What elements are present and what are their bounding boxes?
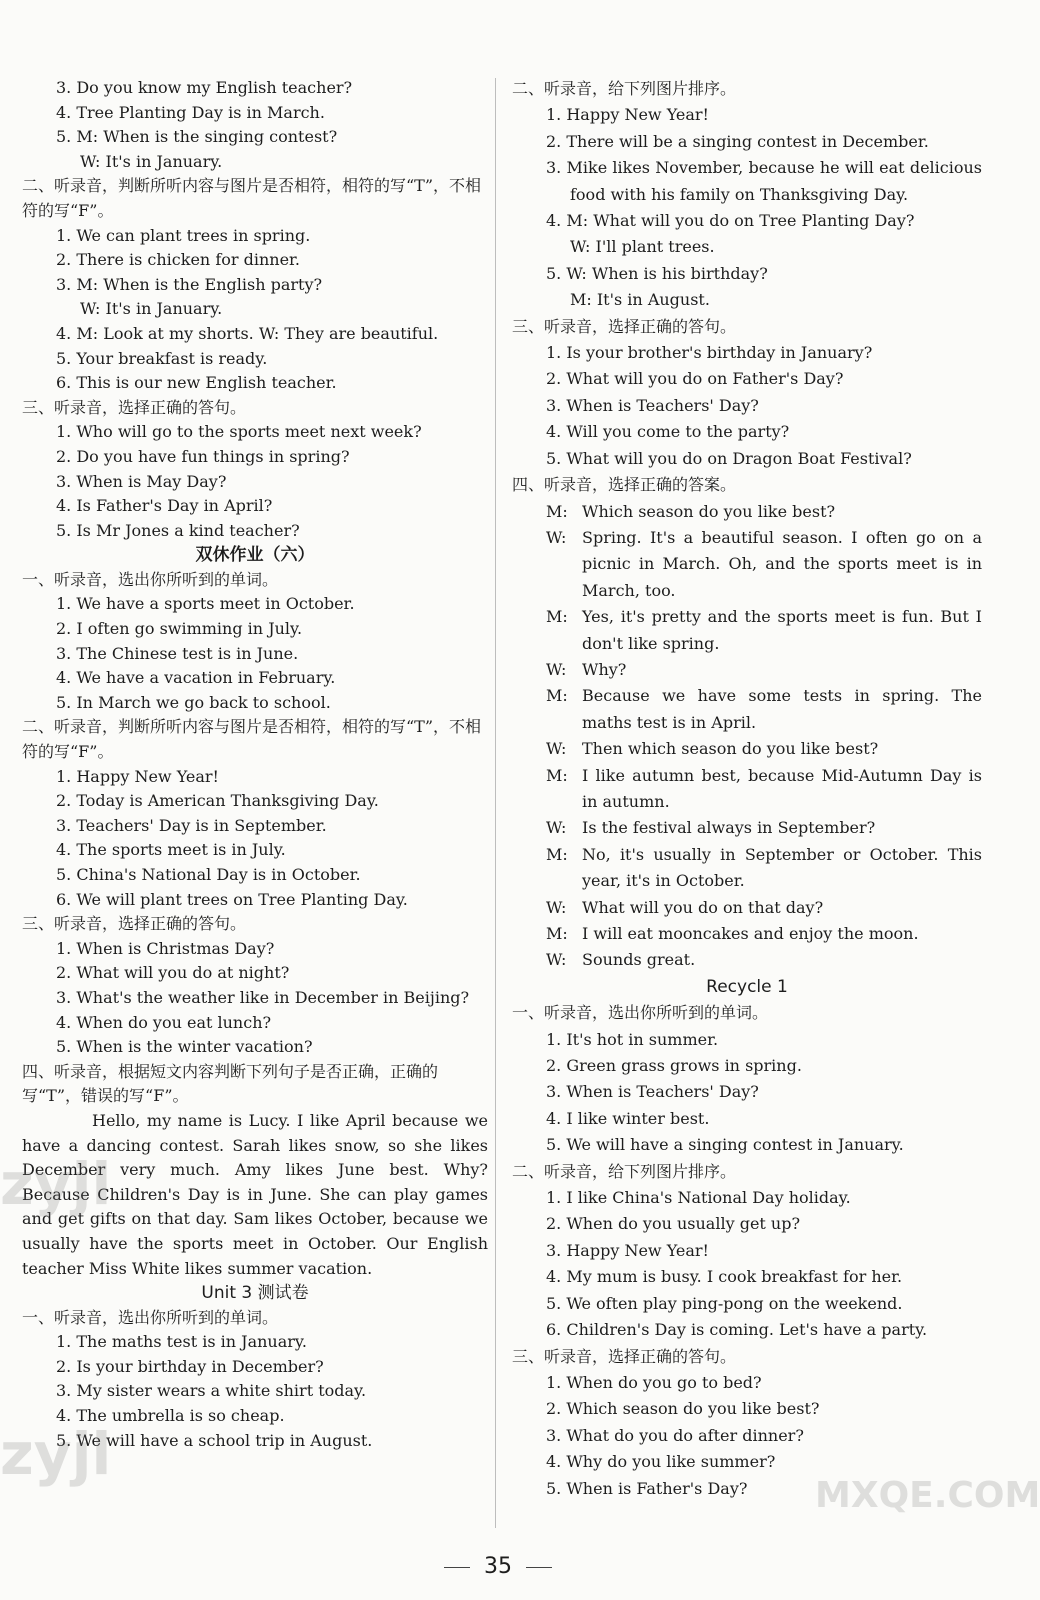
section-heading: 三、听录音，选择正确的答句。 xyxy=(512,316,737,336)
section-title: 双休作业（六） xyxy=(195,545,315,566)
section-heading: 一、听录音，选出你所听到的单词。 xyxy=(22,569,279,589)
question-item: 6. Children's Day is coming. Let's have a party. xyxy=(546,1320,928,1340)
dialogue-line xyxy=(512,763,982,816)
dialogue-text: Because we have some tests in spring. The maths test is in April. xyxy=(582,686,982,732)
question-item: 1. I like China's National Day holiday. xyxy=(546,1188,851,1208)
dialogue-line xyxy=(512,895,982,921)
watermark-right: MXQE.COM xyxy=(815,1475,1040,1516)
question-item: 4. M: What will you do on Tree Planting Day? xyxy=(546,211,915,231)
question-item: 4. We have a vacation in February. xyxy=(56,668,336,688)
question-item: 2. I often go swimming in July. xyxy=(56,619,303,639)
speaker-label: M: xyxy=(546,924,568,943)
section-title: Unit 3 测试卷 xyxy=(201,1283,309,1304)
question-item: 1. When do you go to bed? xyxy=(546,1372,762,1392)
section-heading: 二、听录音，判断所听内容与图片是否相符，相符的写“T”，不相符的写“F”。 xyxy=(22,176,482,220)
question-item: 2. Which season do you like best? xyxy=(546,1399,820,1419)
question-item: 5. What will you do on Dragon Boat Festival? xyxy=(546,448,912,468)
dialogue-line xyxy=(512,657,982,683)
question-item: 5. When is the winter vacation? xyxy=(56,1037,313,1057)
question-item: 1. We can plant trees in spring. xyxy=(56,225,311,245)
question-item: 3. M: When is the English party? xyxy=(56,274,323,294)
question-item: 2. Green grass grows in spring. xyxy=(546,1056,802,1076)
section-heading: 四、听录音，选择正确的答案。 xyxy=(512,475,737,495)
question-item: 2. Do you have fun things in spring? xyxy=(56,446,350,466)
question-item: 1. Who will go to the sports meet next week? xyxy=(56,422,422,442)
speaker-label: M: xyxy=(546,686,568,706)
question-item: 3. What's the weather like in December in Beijing? xyxy=(56,987,470,1007)
question-item: 4. When do you eat lunch? xyxy=(56,1012,272,1032)
question-item: 2. There will be a singing contest in December. xyxy=(546,131,929,151)
column-divider xyxy=(495,78,496,1528)
dialogue-line xyxy=(512,499,982,525)
question-item: 4. Tree Planting Day is in March. xyxy=(56,102,325,122)
question-item: 4. The umbrella is so cheap. xyxy=(56,1406,285,1426)
question-item: 6. This is our new English teacher. xyxy=(56,373,337,393)
question-item: 5. M: When is the singing contest? xyxy=(56,127,338,147)
question-item: 2. What will you do on Father's Day? xyxy=(546,369,844,389)
section-heading: 二、听录音，给下列图片排序。 xyxy=(512,1161,737,1181)
speaker-label: M: xyxy=(546,607,568,627)
question-item: 3. When is May Day? xyxy=(56,471,227,491)
speaker-label: W: xyxy=(546,659,567,679)
question-item: 3. When is Teachers' Day? xyxy=(546,395,759,415)
speaker-label: M: xyxy=(546,765,568,785)
question-item: 2. Today is American Thanksgiving Day. xyxy=(56,791,379,811)
question-item: 2. When do you usually get up? xyxy=(546,1214,801,1234)
dialogue-line xyxy=(512,525,982,604)
dialogue-text: Is the festival always in September? xyxy=(582,818,876,838)
question-item: 1. It's hot in summer. xyxy=(546,1029,719,1049)
question-item: 5. We will have a singing contest in January. xyxy=(546,1135,904,1155)
dialogue-text: Spring. It's a beautiful season. I often go on a picnic in March. Oh, and the sports meet is in March, too. xyxy=(582,527,982,600)
question-item: 3. Mike likes November, because he will eat delicious food with his family on Thanksgiving Day. xyxy=(546,158,982,204)
section-heading: 三、听录音，选择正确的答句。 xyxy=(22,397,247,417)
question-item: 5. When is Father's Day? xyxy=(546,1478,748,1498)
question-item: 5. W: When is his birthday? xyxy=(546,263,768,283)
passage-paragraph: Hello, my name is Lucy. I like April because we have a dancing contest. Sarah likes snow, so she likes December very much. Amy likes June best. Why? Because Children's Day is in June. She can play games and get gifts on that day. Sam likes October, because we usually have the sports meet in October. Our English teacher Miss White likes summer vacation. xyxy=(22,1110,488,1278)
speaker-label: W: xyxy=(546,950,567,970)
section-title: Recycle 1 xyxy=(706,976,788,997)
watermark-left-bottom: zyjl xyxy=(0,1420,112,1488)
question-item: 3. My sister wears a white shirt today. xyxy=(56,1381,367,1401)
dialogue-line xyxy=(512,736,982,762)
question-item: 4. Why do you like summer? xyxy=(546,1452,776,1472)
left-column xyxy=(22,76,488,1453)
question-item: 5. We will have a school trip in August. xyxy=(56,1430,373,1450)
page-number xyxy=(0,1554,996,1579)
question-item: 4. Is Father's Day in April? xyxy=(56,496,273,516)
answer-line: W: It's in January. xyxy=(80,151,223,171)
section-heading: 三、听录音，选择正确的答句。 xyxy=(512,1346,737,1366)
dialogue-line xyxy=(512,683,982,736)
answer-line: W: I'll plant trees. xyxy=(570,237,715,257)
question-item: 5. Your breakfast is ready. xyxy=(56,348,268,368)
question-item: 5. Is Mr Jones a kind teacher? xyxy=(56,520,300,540)
question-item: 3. Happy New Year! xyxy=(546,1240,709,1260)
question-item: 2. What will you do at night? xyxy=(56,963,290,983)
speaker-label: M: xyxy=(546,844,568,864)
question-item: 2. There is chicken for dinner. xyxy=(56,250,301,270)
dialogue-line xyxy=(512,815,982,841)
dialogue-text: Which season do you like best? xyxy=(582,501,836,521)
question-item: 4. M: Look at my shorts. W: They are beautiful. xyxy=(56,323,439,343)
section-heading: 四、听录音，根据短文内容判断下列句子是否正确，正确的写“T”，错误的写“F”。 xyxy=(22,1061,439,1106)
dialogue-text: Sounds great. xyxy=(582,950,696,970)
question-item: 5. China's National Day is in October. xyxy=(56,865,361,884)
dialogue-line xyxy=(512,604,982,657)
speaker-label: M: xyxy=(546,501,568,521)
answer-line: W: It's in January. xyxy=(80,299,223,319)
speaker-label: W: xyxy=(546,527,567,547)
dialogue-line xyxy=(512,921,982,947)
question-item: 5. We often play ping-pong on the weekend. xyxy=(546,1293,903,1313)
dialogue-text: No, it's usually in September or October. This year, it's in October. xyxy=(582,844,982,891)
dialogue-line xyxy=(512,947,982,973)
question-item: 3. Do you know my English teacher? xyxy=(56,78,353,97)
speaker-label: W: xyxy=(546,897,567,917)
dialogue-text: I like autumn best, because Mid-Autumn Day is in autumn. xyxy=(582,765,982,811)
dialogue-line xyxy=(512,842,982,895)
question-item: 1. When is Christmas Day? xyxy=(56,938,275,958)
section-heading: 二、听录音，判断所听内容与图片是否相符，相符的写“T”，不相符的写“F”。 xyxy=(22,717,482,762)
answer-line: M: It's in August. xyxy=(570,290,710,310)
question-item: 4. My mum is busy. I cook breakfast for her. xyxy=(546,1267,903,1287)
question-item: 1. Is your brother's birthday in January? xyxy=(546,343,873,363)
speaker-label: W: xyxy=(546,739,567,759)
dialogue-text: What will you do on that day? xyxy=(582,897,824,917)
section-heading: 三、听录音，选择正确的答句。 xyxy=(22,914,247,934)
question-item: 4. I like winter best. xyxy=(546,1108,710,1128)
question-item: 1. Happy New Year! xyxy=(56,766,219,786)
section-heading: 二、听录音，给下列图片排序。 xyxy=(512,79,737,98)
right-column xyxy=(512,76,982,1502)
question-item: 6. We will plant trees on Tree Planting Day. xyxy=(56,889,408,909)
question-item: 2. Is your birthday in December? xyxy=(56,1356,324,1376)
question-item: 5. In March we go back to school. xyxy=(56,692,331,712)
question-item: 1. We have a sports meet in October. xyxy=(56,594,355,614)
question-item: 3. The Chinese test is in June. xyxy=(56,643,299,663)
question-item: 1. The maths test is in January. xyxy=(56,1332,307,1352)
section-heading: 一、听录音，选出你所听到的单词。 xyxy=(512,1003,769,1023)
question-item: 4. The sports meet is in July. xyxy=(56,840,286,860)
dialogue-text: Why? xyxy=(582,659,627,679)
watermark-left-top: zyjl xyxy=(0,1150,112,1218)
page-number-text: 35 xyxy=(484,1554,512,1579)
dialogue-text: Yes, it's pretty and the sports meet is fun. But I don't like spring. xyxy=(582,607,982,653)
section-heading: 一、听录音，选出你所听到的单词。 xyxy=(22,1307,279,1327)
dialogue-text: I will eat mooncakes and enjoy the moon. xyxy=(582,924,919,943)
question-item: 1. Happy New Year! xyxy=(546,105,709,125)
speaker-label: W: xyxy=(546,818,567,838)
question-item: 3. When is Teachers' Day? xyxy=(546,1082,759,1102)
dialogue-text: Then which season do you like best? xyxy=(582,739,879,759)
question-item: 3. Teachers' Day is in September. xyxy=(56,815,327,835)
question-item: 3. What do you do after dinner? xyxy=(546,1425,804,1445)
question-item: 4. Will you come to the party? xyxy=(546,422,790,442)
